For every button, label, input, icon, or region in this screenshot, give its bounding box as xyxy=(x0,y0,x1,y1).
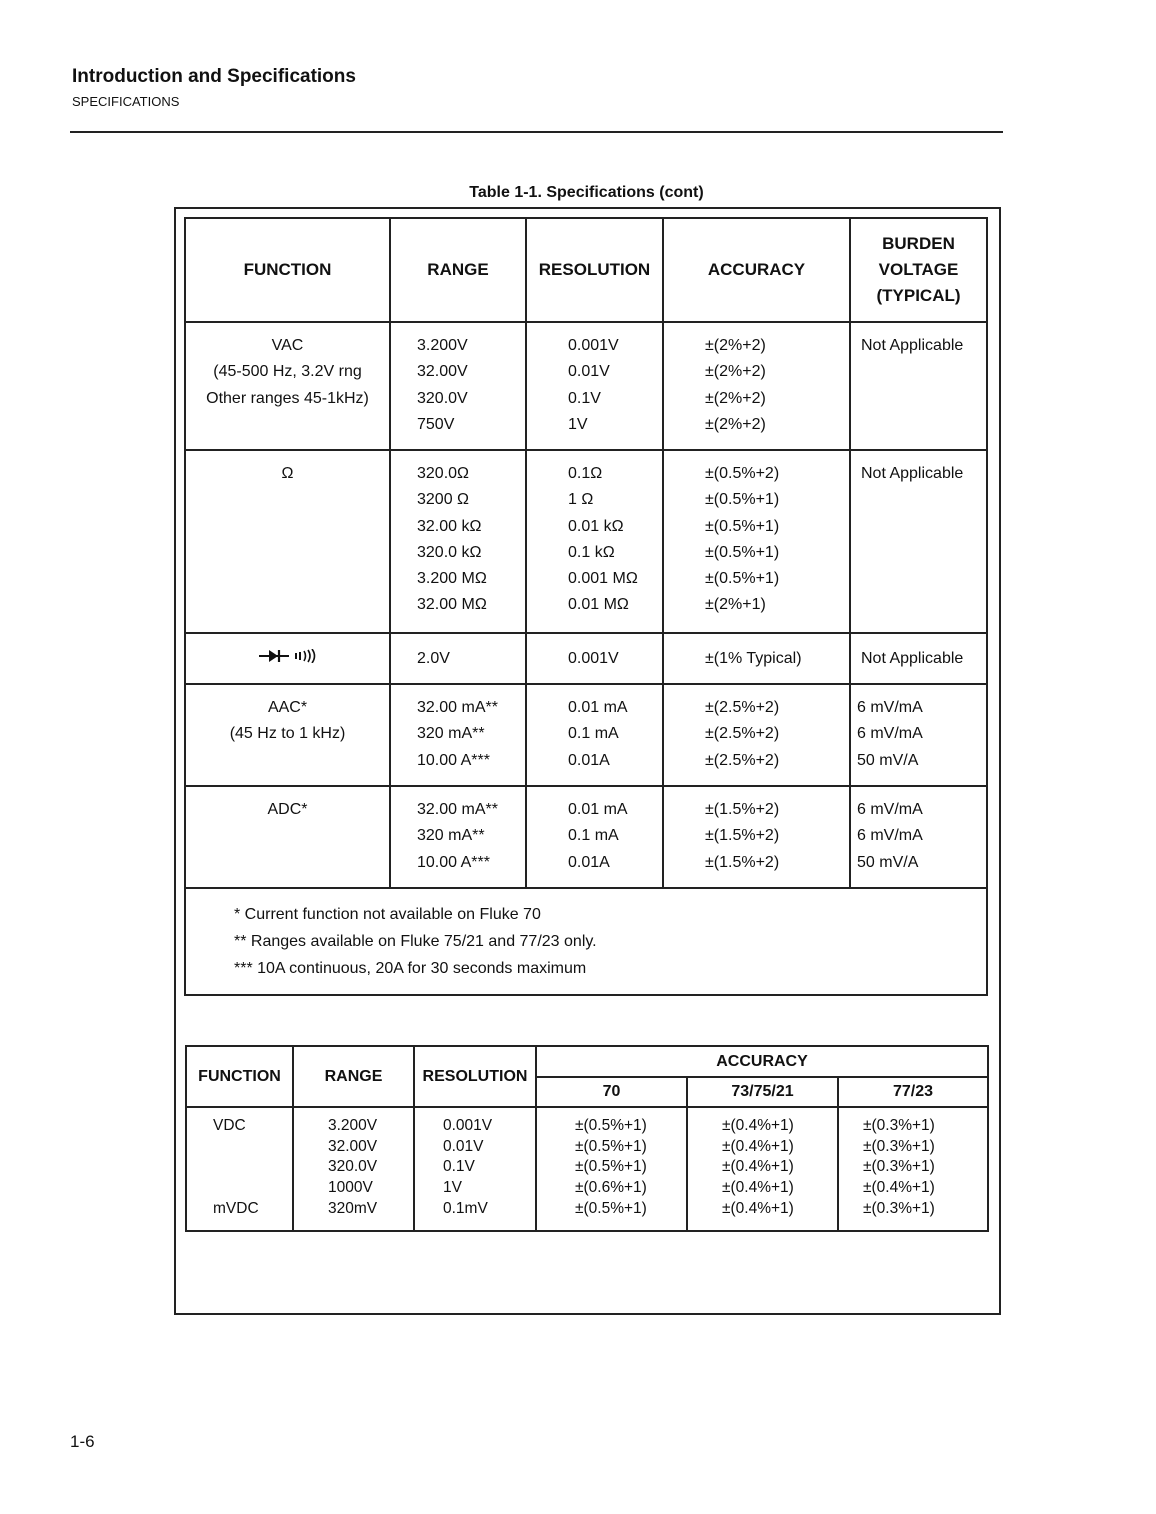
cell-line: 1000V xyxy=(328,1179,373,1197)
header-function: FUNCTION xyxy=(185,218,390,322)
header-resolution: RESOLUTION xyxy=(414,1046,536,1107)
cell-line: ±(0.3%+1) xyxy=(863,1158,935,1176)
cell-line: 1V xyxy=(443,1179,462,1197)
cell-line: 1 Ω xyxy=(568,491,594,509)
function-cell xyxy=(185,633,390,684)
function-cell xyxy=(186,1107,293,1231)
range-cell xyxy=(390,450,526,633)
cell-line: 320mV xyxy=(328,1199,378,1217)
range-cell xyxy=(390,786,526,888)
header-range: RANGE xyxy=(293,1046,414,1107)
header-burden-line: VOLTAGE xyxy=(878,260,959,279)
footnote: ** Ranges available on Fluke 75/21 and 77/23 only. xyxy=(234,933,597,950)
cell-line: ±(2.5%+2) xyxy=(705,725,780,743)
header-divider xyxy=(70,131,1003,133)
cell-line: ±(0.5%+1) xyxy=(705,491,780,509)
table-row xyxy=(185,322,987,450)
range-cell xyxy=(390,322,526,450)
cell-line xyxy=(213,1137,292,1158)
range-cell xyxy=(293,1107,414,1231)
table-row xyxy=(186,1107,988,1231)
cell-line: ±(0.4%+1) xyxy=(722,1117,794,1134)
cell-line: ±(0.5%+1) xyxy=(575,1158,647,1176)
cell-line: 0.001V xyxy=(443,1117,493,1134)
cell-line: ±(0.4%+1) xyxy=(863,1179,935,1197)
cell-line: 320.0V xyxy=(417,389,468,407)
cell-line: 0.01V xyxy=(568,363,610,381)
cell-line: 750V xyxy=(417,415,455,433)
cell-line: 0.01 mA xyxy=(568,699,628,716)
cell-line: ±(1% Typical) xyxy=(705,650,802,667)
resolution-cell xyxy=(526,786,663,888)
cell-line: 6 mV/mA xyxy=(857,827,923,845)
cell-line: AAC* xyxy=(267,699,308,716)
footnotes xyxy=(185,888,987,995)
cell-line: ±(1.5%+2) xyxy=(705,853,780,871)
accuracy-cell xyxy=(663,786,850,888)
cell-line: 10.00 A*** xyxy=(417,853,490,871)
burden-cell xyxy=(850,450,987,633)
header-burden-voltage xyxy=(850,218,987,322)
cell-line: (45-500 Hz, 3.2V rng xyxy=(213,363,362,381)
cell-line: 0.01 kΩ xyxy=(568,517,624,535)
cell-line: ±(0.5%+1) xyxy=(575,1199,647,1217)
cell-line: 32.00 kΩ xyxy=(417,517,482,535)
cell-line: 32.00V xyxy=(328,1137,378,1155)
cell-line xyxy=(213,1178,292,1199)
table-row xyxy=(185,684,987,786)
section-title: Introduction and Specifications xyxy=(72,66,356,87)
resolution-cell xyxy=(526,684,663,786)
continuity-beeper-icon xyxy=(295,649,317,663)
diode-icon xyxy=(259,649,289,663)
diode-continuity-symbol xyxy=(259,649,317,663)
accuracy-77-23-cell xyxy=(838,1107,988,1231)
header-accuracy-73-75-21: 73/75/21 xyxy=(687,1077,838,1107)
accuracy-cell xyxy=(663,633,850,684)
cell-line: 3200 Ω xyxy=(417,491,469,509)
cell-line: ±(2.5%+2) xyxy=(705,751,780,769)
spec-table-ac-ohms-current xyxy=(184,217,988,996)
header-function: FUNCTION xyxy=(186,1046,293,1107)
cell-line: 320.0 kΩ xyxy=(417,543,482,561)
table-header-row xyxy=(185,218,987,322)
cell-line: ±(0.3%+1) xyxy=(863,1199,935,1217)
cell-line: ±(0.4%+1) xyxy=(722,1137,794,1155)
cell-line: 50 mV/A xyxy=(857,751,919,769)
cell-line: ±(0.5%+1) xyxy=(705,543,780,561)
cell-line: ±(0.3%+1) xyxy=(863,1137,935,1155)
cell-line: 0.01 mA xyxy=(568,801,628,818)
cell-line: 32.00 mA** xyxy=(417,699,498,716)
accuracy-73-75-21-cell xyxy=(687,1107,838,1231)
cell-line: 0.01V xyxy=(443,1137,484,1155)
cell-line: Not Applicable xyxy=(861,650,964,667)
cell-line: 1V xyxy=(568,415,588,433)
cell-line: 2.0V xyxy=(417,650,450,667)
range-cell xyxy=(390,633,526,684)
cell-line: 0.1 kΩ xyxy=(568,543,615,561)
function-cell xyxy=(185,786,390,888)
cell-line: ±(0.5%+1) xyxy=(705,570,780,588)
cell-line: (45 Hz to 1 kHz) xyxy=(229,725,346,743)
cell-line: 0.001V xyxy=(568,650,619,667)
cell-line: ±(0.5%+1) xyxy=(575,1137,647,1155)
cell-line: 0.01A xyxy=(568,751,610,769)
burden-cell xyxy=(850,684,987,786)
footnote: *** 10A continuous, 20A for 30 seconds maximum xyxy=(234,960,587,977)
header-accuracy-77-23: 77/23 xyxy=(838,1077,988,1107)
cell-line: ±(2%+2) xyxy=(705,337,766,354)
header-range: RANGE xyxy=(390,218,526,322)
accuracy-cell xyxy=(663,450,850,633)
cell-line: 0.1V xyxy=(443,1158,475,1176)
cell-line: VDC xyxy=(213,1117,246,1134)
table-title: Table 1-1. Specifications (cont) xyxy=(469,184,704,201)
cell-line: ±(0.3%+1) xyxy=(863,1117,935,1134)
cell-line: ±(0.5%+1) xyxy=(705,517,780,535)
section-subtitle: SPECIFICATIONS xyxy=(72,94,180,109)
range-cell xyxy=(390,684,526,786)
cell-line: ±(0.5%+2) xyxy=(705,465,780,482)
burden-cell xyxy=(850,633,987,684)
cell-line: Other ranges 45-1kHz) xyxy=(206,389,369,407)
cell-line: ±(1.5%+2) xyxy=(705,801,780,818)
cell-line: 32.00 mA** xyxy=(417,801,498,818)
cell-line: Not Applicable xyxy=(861,465,964,482)
header-resolution: RESOLUTION xyxy=(526,218,663,322)
cell-line: 0.001 MΩ xyxy=(568,570,638,588)
cell-line: 320 mA** xyxy=(417,827,485,845)
cell-line: 50 mV/A xyxy=(857,853,919,871)
cell-line: ±(2%+2) xyxy=(705,363,766,381)
spec-table-dc-voltage xyxy=(185,1045,989,1232)
cell-line: ±(0.6%+1) xyxy=(575,1179,647,1197)
cell-line: ±(0.5%+1) xyxy=(575,1117,647,1134)
cell-line: ±(0.4%+1) xyxy=(722,1158,794,1176)
function-cell xyxy=(185,450,390,633)
accuracy-cell xyxy=(663,684,850,786)
cell-line: ±(0.4%+1) xyxy=(722,1179,794,1197)
burden-cell xyxy=(850,786,987,888)
cell-line: VAC xyxy=(271,337,304,354)
header-accuracy: ACCURACY xyxy=(536,1046,988,1077)
cell-line: 6 mV/mA xyxy=(857,801,923,818)
header-burden-line: (TYPICAL) xyxy=(876,286,961,305)
cell-line xyxy=(213,1157,292,1178)
table-row xyxy=(185,450,987,633)
cell-line: ±(2%+2) xyxy=(705,415,766,433)
burden-cell xyxy=(850,322,987,450)
cell-line: 32.00V xyxy=(417,363,468,381)
accuracy-70-cell xyxy=(536,1107,687,1231)
cell-line: 0.01 MΩ xyxy=(568,596,629,614)
cell-line: 320.0Ω xyxy=(417,465,469,482)
cell-line: 0.1mV xyxy=(443,1199,488,1217)
table-header-row xyxy=(186,1046,988,1077)
cell-line: 32.00 MΩ xyxy=(417,596,487,614)
cell-line: 0.1Ω xyxy=(568,465,603,482)
cell-line: ±(2.5%+2) xyxy=(705,699,780,716)
cell-line: ±(2%+1) xyxy=(705,596,766,614)
cell-line: 320 mA** xyxy=(417,725,485,743)
header-burden-line: BURDEN xyxy=(882,234,955,253)
page-number: 1-6 xyxy=(70,1432,95,1451)
table-row xyxy=(185,786,987,888)
cell-line: ADC* xyxy=(267,801,308,818)
resolution-cell xyxy=(526,450,663,633)
cell-line: 0.1 mA xyxy=(568,725,619,743)
function-cell xyxy=(185,322,390,450)
cell-line: ±(0.4%+1) xyxy=(722,1199,794,1217)
cell-line: 6 mV/mA xyxy=(857,699,923,716)
cell-line: Not Applicable xyxy=(861,337,964,354)
cell-line: 3.200V xyxy=(417,337,468,354)
resolution-cell xyxy=(526,633,663,684)
cell-line: ±(1.5%+2) xyxy=(705,827,780,845)
resolution-cell xyxy=(526,322,663,450)
cell-line: 0.001V xyxy=(568,337,619,354)
cell-line: 3.200V xyxy=(328,1117,378,1134)
cell-line: 320.0V xyxy=(328,1158,378,1176)
cell-line: 0.1V xyxy=(568,389,601,407)
cell-line: 3.200 MΩ xyxy=(417,570,487,588)
function-cell xyxy=(185,684,390,786)
cell-line: 0.01A xyxy=(568,853,610,871)
resolution-cell xyxy=(414,1107,536,1231)
footnote: * Current function not available on Fluke 70 xyxy=(234,906,541,923)
table-row xyxy=(185,633,987,684)
header-accuracy: ACCURACY xyxy=(663,218,850,322)
cell-line: mVDC xyxy=(213,1199,259,1217)
cell-line: 10.00 A*** xyxy=(417,751,490,769)
ohm-symbol: Ω xyxy=(281,465,294,482)
cell-line: 0.1 mA xyxy=(568,827,619,845)
accuracy-cell xyxy=(663,322,850,450)
notes-row xyxy=(185,888,987,995)
header-accuracy-70: 70 xyxy=(536,1077,687,1107)
cell-line: ±(2%+2) xyxy=(705,389,766,407)
cell-line: 6 mV/mA xyxy=(857,725,923,743)
